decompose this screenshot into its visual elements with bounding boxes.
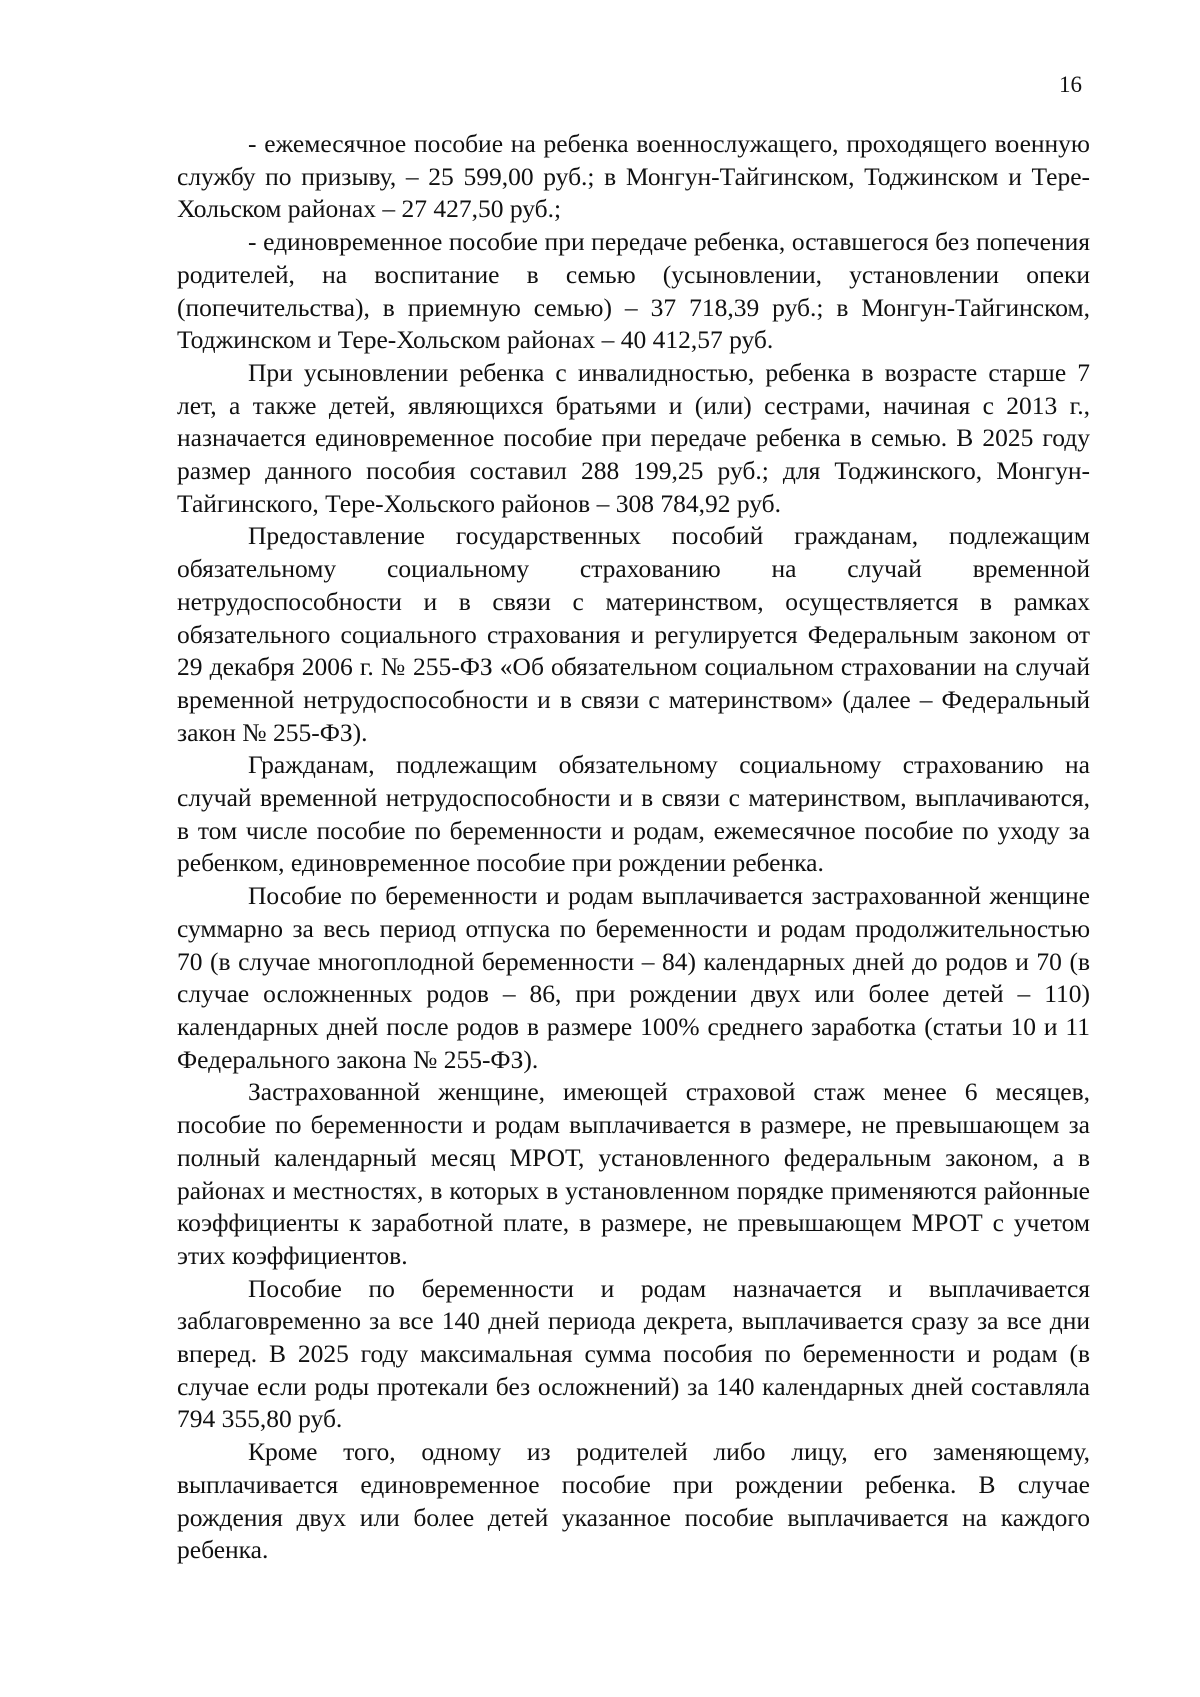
paragraph-maternity-benefit-amount: Пособие по беременности и родам назначается и выплачивается заблаговременно за все 140 дней периода декрета, выплачивается сразу за все дни вперед. В 2025 году максимальная сумма пособия по беременности и родам (в случае если роды протекали без осложнений) за 140 календарных дней составляла 794 355,80 руб.: [177, 1273, 1090, 1434]
paragraph-insured-citizens-payments: Гражданам, подлежащим обязательному социальному страхованию на случай временной нетрудоспособности и в связи с материнством, выплачиваются, в том числе пособие по беременности и родам, ежемесячное пособие по уходу за ребенком, единовременное пособие при рождении ребенка.: [177, 750, 1090, 878]
paragraph-adoption-benefit: При усыновлении ребенка с инвалидностью, ребенка в возрасте старше 7 лет, а также детей, являющихся братьями и (или) сестрами, начиная с 2013 г., назначается единовременное пособие при передаче ребенка в семью. В 2025 году размер данного пособия составил 288 199,25 руб.; для Тоджинского, Монгун-Тайгинского, Тере-Хольского районов – 308 784,92 руб.: [177, 357, 1090, 518]
document-body: [177, 128, 1090, 1567]
paragraph-birth-lump-sum: Кроме того, одному из родителей либо лицу, его заменяющему, выплачивается единовременное пособие при рождении ребенка. В случае рождения двух или более детей указанное пособие выплачивается на каждого ребенка.: [177, 1437, 1090, 1565]
paragraph-military-child-benefit: - ежемесячное пособие на ребенка военнослужащего, проходящего военную службу по призыву, – 25 599,00 руб.; в Монгун-Тайгинском, Тоджинском и Тере-Хольском районах – 27 427,50 руб.;: [177, 129, 1090, 224]
paragraph-social-insurance-law: Предоставление государственных пособий гражданам, подлежащим обязательному социальному страхованию на случай временной нетрудоспособности и в связи с материнством, осуществляется в рамках обязательного социального страхования и регулируется Федеральным законом от 29 декабря 2006 г. № 255-ФЗ «Об обязательном социальном страховании на случай временной нетрудоспособности и в связи с материнством» (далее – Федеральный закон № 255-ФЗ).: [177, 521, 1090, 747]
paragraph-lump-sum-foster-benefit: - единовременное пособие при передаче ребенка, оставшегося без попечения родителей, на воспитание в семью (усыновлении, установлении опеки (попечительства), в приемную семью) – 37 718,39 руб.; в Монгун-Тайгинском, Тоджинском и Тере-Хольском районах – 40 412,57 руб.: [177, 227, 1090, 355]
page-number: 16: [1059, 72, 1082, 97]
paragraph-short-insurance-period: Застрахованной женщине, имеющей страховой стаж менее 6 месяцев, пособие по беременности и родам выплачивается в размере, не превышающем за полный календарный месяц МРОТ, установленного федеральным законом, а в районах и местностях, в которых в установленном порядке применяются районные коэффициенты к заработной плате, в размере, не превышающем МРОТ с учетом этих коэффициентов.: [177, 1077, 1090, 1270]
paragraph-maternity-benefit-duration: Пособие по беременности и родам выплачивается застрахованной женщине суммарно за весь период отпуска по беременности и родам продолжительностью 70 (в случае многоплодной беременности – 84) календарных дней до родов и 70 (в случае осложненных родов – 86, при рождении двух или более детей – 110) календарных дней после родов в размере 100% среднего заработка (статьи 10 и 11 Федерального закона № 255-ФЗ).: [177, 881, 1090, 1074]
